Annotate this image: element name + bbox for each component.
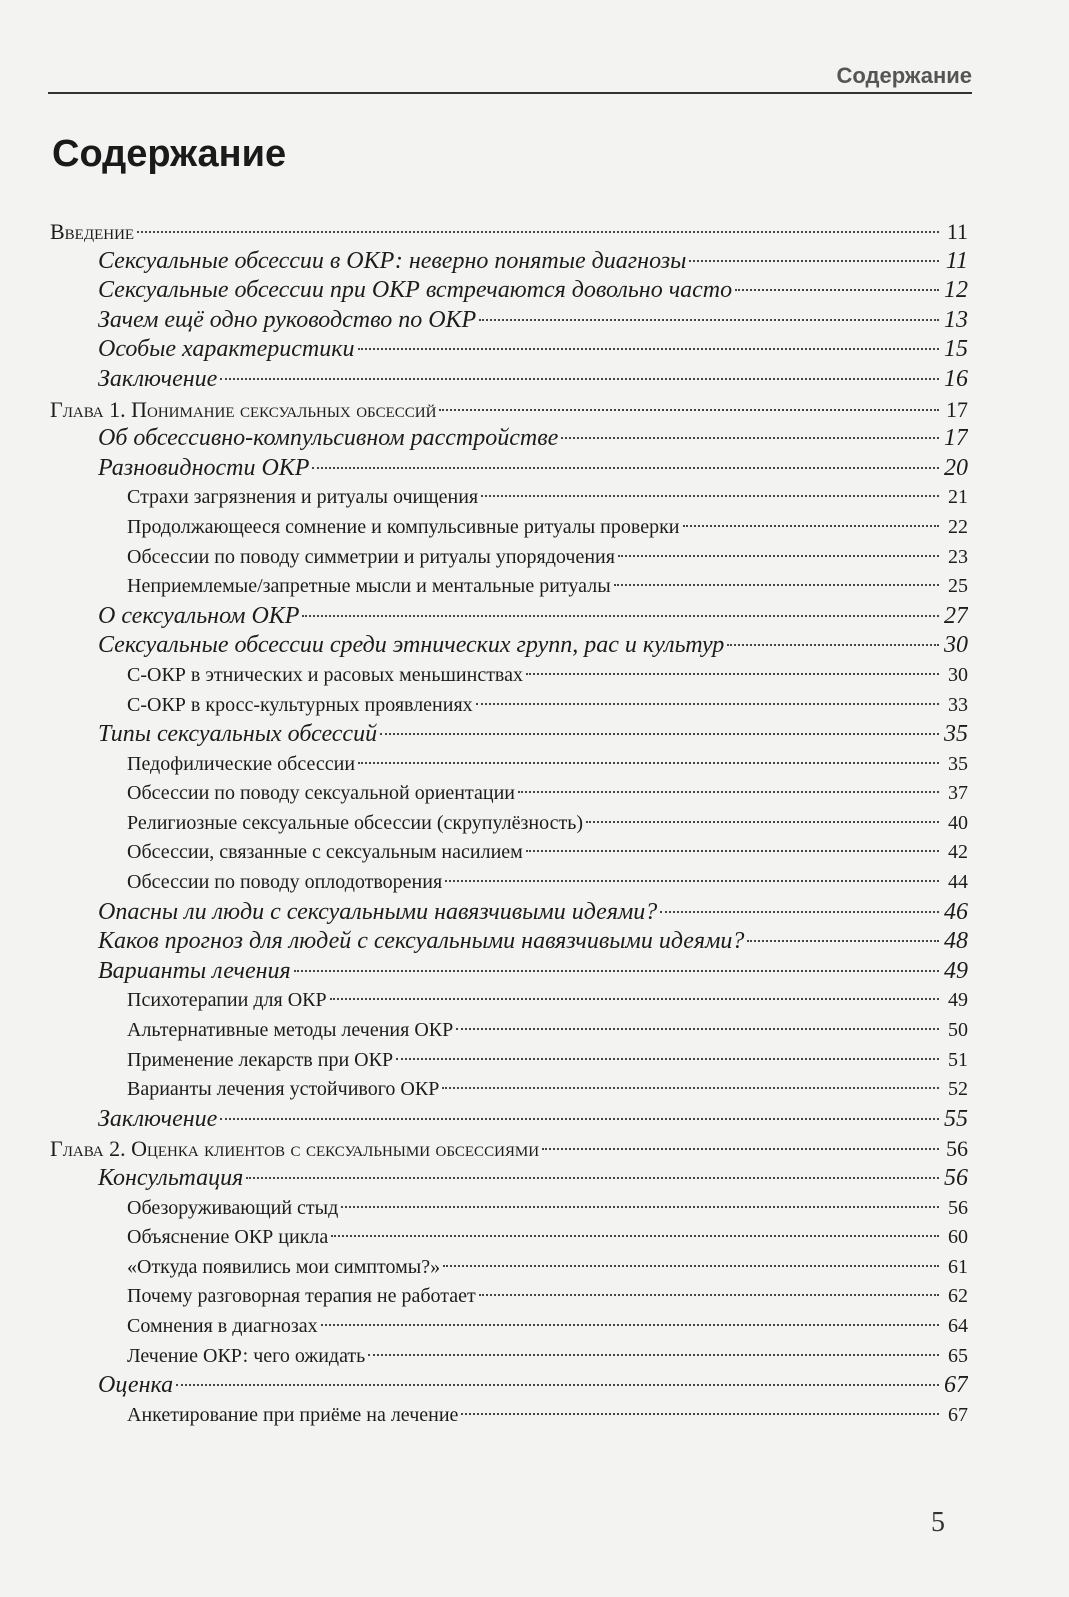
toc-subsection-entry[interactable] [50, 1016, 968, 1046]
toc-dot-leader [747, 940, 939, 942]
toc-entry-page: 40 [948, 811, 968, 834]
toc-subsection-entry[interactable] [50, 513, 968, 543]
toc-dot-leader [479, 1294, 939, 1296]
toc-entry-page: 22 [948, 515, 968, 538]
toc-dot-leader [331, 1235, 939, 1237]
page-title: Содержание [52, 133, 287, 175]
toc-entry-title: Об обсессивно-компульсивном расстройстве [98, 425, 559, 452]
toc-entry-page: 16 [944, 365, 968, 392]
toc-entry-title: Заключение [98, 1105, 218, 1132]
toc-dot-leader [358, 348, 940, 350]
toc-subsection-entry[interactable] [50, 779, 968, 809]
toc-entry-title: Анкетирование при приёме на лечение [127, 1403, 459, 1426]
toc-entry-title: Обсессии по поводу оплодотворения [127, 871, 443, 894]
toc-section-entry[interactable] [50, 247, 968, 277]
toc-subsection-entry[interactable] [50, 543, 968, 573]
toc-entry-title: Обсессии, связанные с сексуальным насилием [127, 841, 523, 864]
toc-entry-page: 21 [948, 486, 968, 509]
toc-entry-title: Педофилические обсессии [127, 752, 356, 775]
toc-dot-leader [358, 762, 939, 764]
toc-entry-title: С-ОКР в этнических и расовых меньшинствах [127, 663, 523, 686]
toc-dot-leader [586, 821, 939, 823]
toc-subsection-entry[interactable] [50, 691, 968, 721]
toc-subsection-entry[interactable] [50, 1046, 968, 1076]
toc-entry-title: О сексуальном ОКР [98, 602, 300, 629]
toc-dot-leader [727, 644, 939, 646]
toc-dot-leader [660, 911, 939, 913]
toc-dot-leader [561, 437, 939, 439]
toc-entry-page: 30 [944, 632, 968, 659]
toc-chapter-entry[interactable] [50, 217, 968, 247]
toc-dot-leader [618, 555, 939, 557]
toc-section-entry[interactable] [50, 454, 968, 484]
toc-dot-leader [312, 467, 939, 469]
toc-entry-page: 35 [948, 752, 968, 775]
toc-entry-page: 48 [944, 928, 968, 955]
toc-section-entry[interactable] [50, 957, 968, 987]
toc-entry-title: Заключение [98, 365, 218, 392]
toc-entry-page: 17 [946, 396, 968, 422]
toc-subsection-entry[interactable] [50, 1253, 968, 1283]
toc-section-entry[interactable] [50, 335, 968, 365]
toc-entry-page: 12 [944, 277, 968, 304]
toc-entry-page: 64 [948, 1314, 968, 1337]
toc-subsection-entry[interactable] [50, 483, 968, 513]
toc-entry-title: Страхи загрязнения и ритуалы очищения [127, 486, 479, 509]
toc-dot-leader [443, 1265, 939, 1267]
toc-entry-title: Психотерапии для ОКР [127, 989, 327, 1012]
toc-section-entry[interactable] [50, 276, 968, 306]
toc-dot-leader [526, 850, 939, 852]
toc-dot-leader [461, 1413, 939, 1415]
toc-dot-leader [481, 495, 939, 497]
toc-dot-leader [321, 1324, 939, 1326]
table-of-contents [50, 217, 968, 1430]
toc-entry-title: Глава 1. Понимание сексуальных обсессий [50, 396, 437, 422]
toc-entry-page: 49 [944, 957, 968, 984]
toc-entry-title: Консультация [98, 1165, 244, 1191]
toc-entry-title: Применение лекарств при ОКР [127, 1048, 394, 1071]
toc-dot-leader [445, 880, 939, 882]
toc-dot-leader [220, 1118, 939, 1120]
toc-entry-title: Обсессии по поводу симметрии и ритуалы упорядочения [127, 545, 615, 568]
toc-entry-title: Религиозные сексуальные обсессии (скрупулёзность) [127, 811, 583, 834]
toc-entry-title: Глава 2. Оценка клиентов с сексуальными обсессиями [50, 1136, 540, 1162]
toc-entry-page: 30 [948, 663, 968, 686]
toc-dot-leader [246, 1177, 939, 1179]
toc-chapter-entry[interactable] [50, 1134, 968, 1164]
toc-entry-title: Введение [50, 219, 135, 244]
toc-entry-page: 51 [948, 1048, 968, 1071]
toc-section-entry[interactable] [50, 631, 968, 661]
toc-subsection-entry[interactable] [50, 809, 968, 839]
toc-entry-page: 11 [946, 219, 968, 244]
toc-entry-page: 61 [948, 1255, 968, 1278]
toc-entry-page: 23 [948, 545, 968, 568]
toc-dot-leader [439, 409, 939, 411]
toc-entry-page: 56 [946, 1136, 968, 1162]
toc-subsection-entry[interactable] [50, 1075, 968, 1105]
toc-subsection-entry[interactable] [50, 1282, 968, 1312]
toc-entry-page: 15 [944, 336, 968, 363]
toc-entry-title: Варианты лечения устойчивого ОКР [127, 1078, 440, 1101]
toc-entry-title: Обезоруживающий стыд [127, 1196, 339, 1219]
toc-entry-title: Сексуальные обсессии при ОКР встречаются довольно часто [98, 277, 733, 304]
toc-entry-page: 42 [948, 841, 968, 864]
toc-entry-title: Сексуальные обсессии в ОКР: неверно понятые диагнозы [98, 247, 687, 274]
toc-dot-leader [689, 260, 939, 262]
toc-entry-page: 67 [948, 1403, 968, 1426]
toc-entry-title: Сомнения в диагнозах [127, 1314, 318, 1337]
toc-section-entry[interactable] [50, 927, 968, 957]
toc-entry-title: Лечение ОКР: чего ожидать [127, 1344, 366, 1367]
toc-chapter-entry[interactable] [50, 395, 968, 425]
toc-dot-leader [442, 1087, 939, 1089]
toc-dot-leader [518, 791, 939, 793]
toc-entry-page: 56 [944, 1165, 968, 1191]
toc-dot-leader [302, 615, 939, 617]
toc-entry-page: 49 [948, 989, 968, 1012]
toc-entry-title: Типы сексуальных обсессий [98, 721, 378, 748]
toc-section-entry[interactable] [50, 306, 968, 336]
toc-dot-leader [479, 319, 939, 321]
toc-section-entry[interactable] [50, 1105, 968, 1135]
toc-subsection-entry[interactable] [50, 986, 968, 1016]
toc-dot-leader [220, 378, 939, 380]
toc-dot-leader [456, 1028, 939, 1030]
toc-section-entry[interactable] [50, 1164, 968, 1194]
toc-subsection-entry[interactable] [50, 1401, 968, 1431]
toc-entry-page: 52 [948, 1078, 968, 1101]
toc-entry-title: Разновидности ОКР [98, 454, 310, 481]
toc-entry-page: 20 [944, 454, 968, 481]
toc-entry-title: Объяснение ОКР цикла [127, 1226, 329, 1249]
toc-dot-leader [614, 584, 939, 586]
running-header-title: Содержание [836, 63, 972, 88]
toc-entry-page: 25 [948, 575, 968, 598]
toc-subsection-entry[interactable] [50, 661, 968, 691]
toc-subsection-entry[interactable] [50, 1223, 968, 1253]
toc-entry-page: 67 [944, 1372, 968, 1399]
toc-section-entry[interactable] [50, 1371, 968, 1401]
toc-entry-page: 33 [948, 693, 968, 716]
toc-entry-title: «Откуда появились мои симптомы?» [127, 1255, 441, 1278]
toc-entry-title: Опасны ли люди с сексуальными навязчивыми идеями? [98, 898, 658, 925]
toc-subsection-entry[interactable] [50, 572, 968, 602]
toc-entry-title: С-ОКР в кросс-культурных проявлениях [127, 693, 473, 716]
toc-dot-leader [294, 970, 939, 972]
toc-section-entry[interactable] [50, 720, 968, 750]
toc-dot-leader [330, 998, 939, 1000]
toc-subsection-entry[interactable] [50, 1194, 968, 1224]
toc-dot-leader [735, 289, 939, 291]
toc-entry-page: 35 [944, 721, 968, 748]
toc-entry-title: Сексуальные обсессии среди этнических групп, рас и культур [98, 632, 725, 659]
toc-dot-leader [176, 1384, 939, 1386]
toc-dot-leader [526, 673, 939, 675]
toc-entry-title: Каков прогноз для людей с сексуальными навязчивыми идеями? [98, 928, 745, 955]
toc-entry-page: 11 [945, 247, 968, 274]
toc-entry-title: Неприемлемые/запретные мысли и ментальные ритуалы [127, 575, 611, 598]
toc-section-entry[interactable] [50, 365, 968, 395]
toc-subsection-entry[interactable] [50, 1342, 968, 1372]
toc-entry-page: 17 [944, 425, 968, 452]
toc-entry-page: 46 [944, 898, 968, 925]
toc-dot-leader [380, 733, 939, 735]
toc-dot-leader [542, 1148, 939, 1150]
toc-subsection-entry[interactable] [50, 868, 968, 898]
toc-entry-title: Почему разговорная терапия не работает [127, 1285, 476, 1308]
toc-dot-leader [683, 525, 940, 527]
toc-entry-page: 65 [948, 1344, 968, 1367]
toc-entry-title: Альтернативные методы лечения ОКР [127, 1019, 454, 1042]
toc-entry-page: 27 [944, 602, 968, 629]
toc-entry-title: Особые характеристики [98, 336, 355, 363]
toc-subsection-entry[interactable] [50, 838, 968, 868]
toc-subsection-entry[interactable] [50, 750, 968, 780]
toc-section-entry[interactable] [50, 424, 968, 454]
toc-dot-leader [341, 1206, 939, 1208]
toc-entry-page: 50 [948, 1019, 968, 1042]
toc-dot-leader [396, 1058, 939, 1060]
toc-dot-leader [476, 703, 939, 705]
toc-entry-title: Оценка [98, 1372, 174, 1399]
toc-entry-title: Продолжающееся сомнение и компульсивные ритуалы проверки [127, 515, 680, 538]
toc-entry-page: 56 [948, 1196, 968, 1219]
toc-entry-page: 44 [948, 871, 968, 894]
toc-section-entry[interactable] [50, 602, 968, 632]
toc-entry-title: Зачем ещё одно руководство по ОКР [98, 306, 477, 333]
toc-entry-page: 60 [948, 1226, 968, 1249]
toc-subsection-entry[interactable] [50, 1312, 968, 1342]
toc-entry-page: 13 [944, 306, 968, 333]
running-header [48, 58, 972, 94]
toc-section-entry[interactable] [50, 898, 968, 928]
toc-entry-title: Варианты лечения [98, 957, 291, 984]
toc-dot-leader [368, 1354, 939, 1356]
toc-dot-leader [137, 231, 939, 233]
page-number: 5 [931, 1507, 945, 1538]
toc-entry-page: 55 [944, 1105, 968, 1132]
toc-entry-title: Обсессии по поводу сексуальной ориентации [127, 782, 515, 805]
toc-entry-page: 37 [948, 782, 968, 805]
toc-entry-page: 62 [948, 1285, 968, 1308]
